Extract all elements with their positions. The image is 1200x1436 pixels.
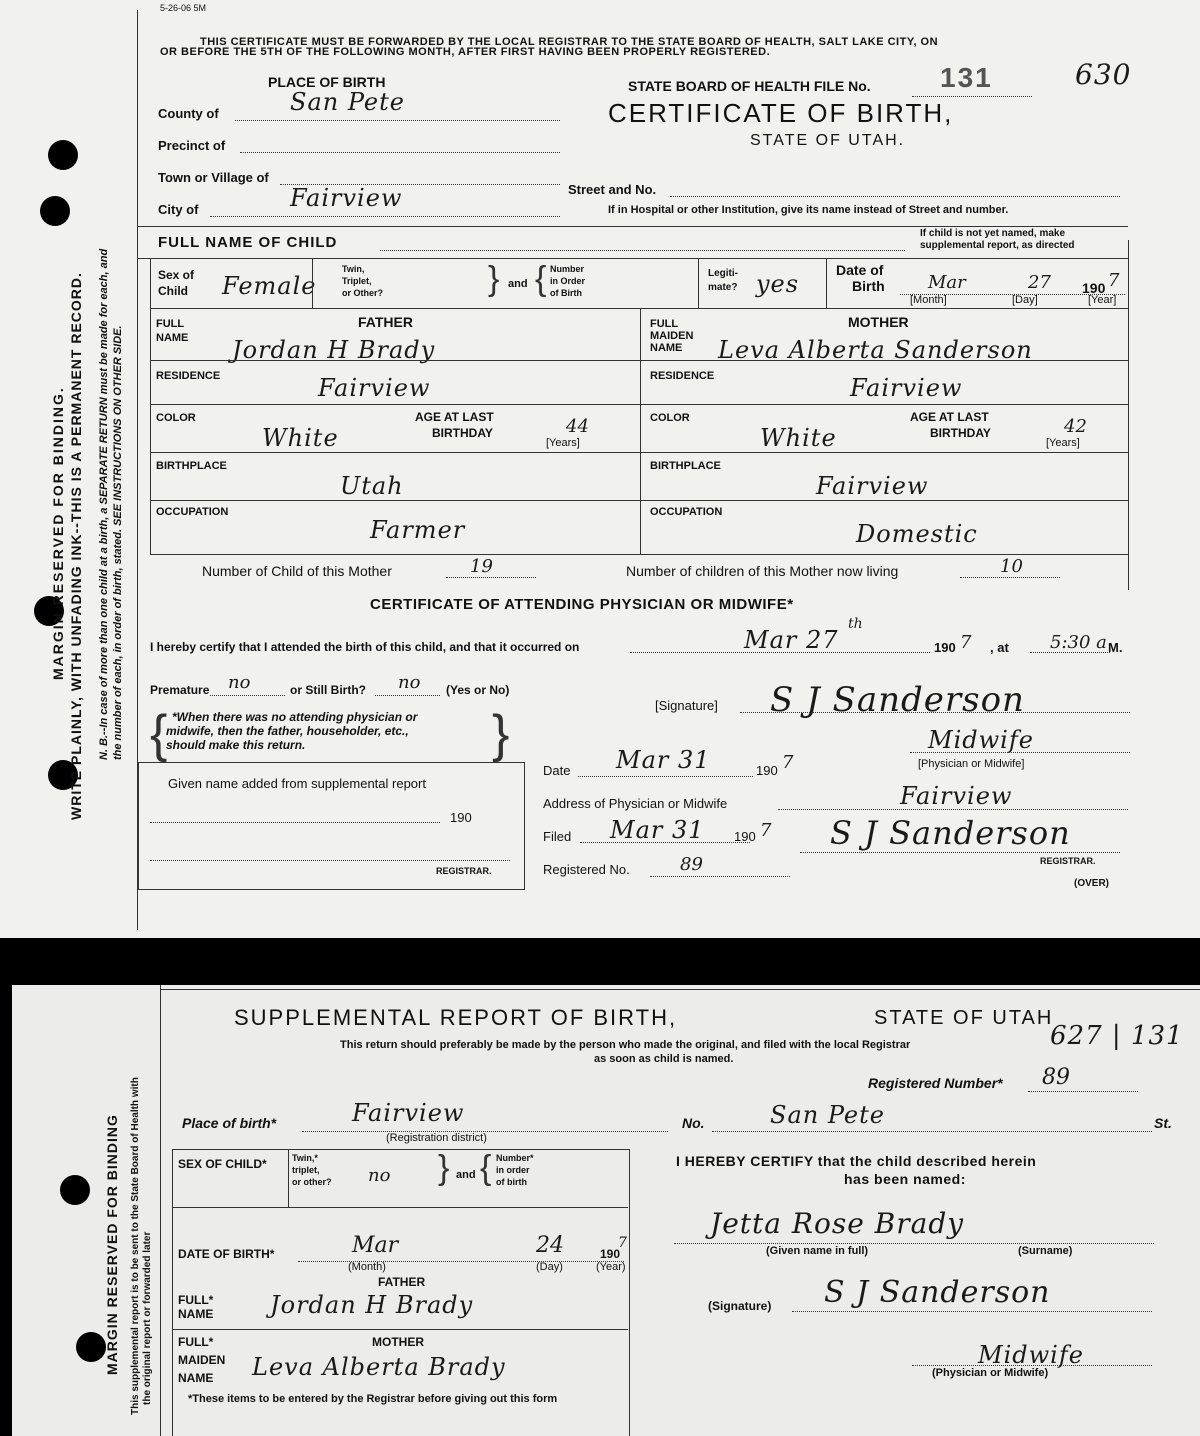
county-value: San Pete	[290, 88, 405, 116]
registered-value: 89	[680, 854, 703, 875]
occurred-time: 5:30 a	[1050, 632, 1107, 653]
occurred-year-hand: 7	[960, 632, 972, 653]
supplemental-margin-note-2: the original report or forwarded later	[142, 1231, 153, 1405]
supplemental-mother-name-label: NAME	[178, 1371, 214, 1385]
supplemental-intro-1: This return should preferably be made by the person who made the original, and filed with the local Registrar	[340, 1039, 911, 1051]
time-suffix: M.	[1108, 640, 1123, 655]
city-value: Fairview	[290, 184, 403, 212]
supplemental-day-caption: (Day)	[536, 1261, 563, 1273]
mother-occupation-value: Domestic	[856, 520, 978, 548]
registered-label: Registered No.	[543, 862, 630, 877]
father-birthplace-value: Utah	[340, 472, 404, 500]
supplemental-no-value: San Pete	[770, 1101, 885, 1129]
city-label: City of	[158, 202, 199, 217]
supplemental-mother-maiden-label: MAIDEN	[178, 1353, 226, 1367]
supplemental-num-3: of birth	[496, 1177, 527, 1187]
twin-label-1: Twin,	[342, 264, 365, 274]
supplemental-physician-caption: (Physician or Midwife)	[932, 1367, 1049, 1379]
mother-birthplace-value: Fairview	[816, 472, 929, 500]
over-label: (OVER)	[1074, 878, 1109, 889]
father-name-label: NAME	[156, 332, 189, 344]
supplemental-twin-1: Twin,*	[292, 1153, 318, 1163]
date-value: Mar 31	[616, 746, 711, 774]
supplemental-mother-full-label: FULL*	[178, 1335, 214, 1349]
supplemental-footnote: *These items to be entered by the Registrar before giving out this form	[188, 1393, 558, 1405]
mother-maiden-label: MAIDEN	[650, 330, 694, 342]
legitimate-label-2: mate?	[708, 282, 738, 293]
date-year-prefix: 190	[756, 763, 778, 778]
sex-label-2: Child	[158, 284, 188, 298]
certificate-subtitle: STATE OF UTAH.	[750, 132, 906, 149]
supplemental-title-state: STATE OF UTAH	[874, 1007, 1054, 1029]
supplemental-signature-label: (Signature)	[708, 1299, 772, 1313]
supplemental-intro-2: as soon as child is named.	[594, 1053, 734, 1065]
yes-no-label: (Yes or No)	[446, 683, 510, 697]
mother-birthplace-label: BIRTHPLACE	[650, 460, 721, 472]
note-line-1: *When there was no attending physician or	[172, 710, 418, 724]
supplemental-twin-value: no	[368, 1165, 391, 1186]
birth-certificate-sheet: MARGIN RESERVED FOR BINDING. WRITE PLAINLY, WITH UNFADING INK--THIS IS A PERMANENT RECORD. N. B.--In case of more than one child at a birth, a SEPARATE RETURN must be made for each, and the number of each, in order of birth, stated. SEE INSTRUCTIONS ON OTHER SIDE. 5-26-06 5M THIS CERTIFICATE MUST BE FORWARDED BY THE LOCAL REGISTRAR TO THE STATE BOARD OF HEALTH, SALT LAKE CITY, ON OR BEFORE THE 5TH OF THE FOLLOWING MONTH, AFTER FIRST HAVING BEEN PROPERLY REGISTERED. PLACE OF BIRTH STATE BOARD OF HEALTH FILE No. 131 630 CERTIFICATE OF BIRTH, STATE OF UTAH. County of San Pete Precinct of Town or Village of City of Fairview Street and No. If in Hospital or other Institution, give its name instead of Street and number. FULL NAME OF CHILD If child is not yet named, make supplemental report, as directed Sex of Child Female Twin, Triplet, or Other? } and { Number in Order of Birth Legiti- mate? yes Date of Birth Mar 27 190 7 [Month] [Day] [Year] FULL NAME FATHER Jordan H Brady FULL MAIDEN NAME MOTHER Leva Alberta Sanderson RESIDENCE Fairview RESIDENCE Fairview COLOR White AGE AT LAST BIRTHDAY 44 [Years] COLOR White AGE AT LAST BIRTHDAY 42 [Years] BIRTHPLACE Utah BIRTHPLACE Fairview OCCUPATION Farmer OCCUPATION Domestic Number of Child of this Mother 19 Number of children of this Mother now living 10 CERTIFICATE OF ATTENDING PHYSICIAN OR MIDWIFE* I hereby certify that I attended the birth of this child, and that it occurred on Mar 27 th 190 7 , at 5:30 a M. Premature no or Still Birth? no (Yes or No) { *When there was no attending physician or midwife, then the father, householder, etc., should make this return. } [Signature] S J Sanderson Midwife [Physician or Midwife] Given name added from supplemental report 190 REGISTRAR. Date Mar 31 190 7 Address of Physician or Midwife Fairview Filed Mar 31 190 7 S J Sanderson REGISTRAR. Registered No. 89 (OVER)	[0, 0, 1200, 938]
supplemental-dob-day: 24	[536, 1233, 564, 1258]
father-occupation-label: OCCUPATION	[156, 506, 229, 518]
given-name-year: 190	[450, 810, 472, 825]
signer-title: Midwife	[928, 726, 1034, 754]
mother-age-label-2: BIRTHDAY	[930, 426, 991, 440]
father-color-value: White	[262, 424, 339, 452]
sex-value: Female	[222, 272, 317, 300]
month-caption: [Month]	[910, 294, 947, 306]
supplemental-and-label: and	[456, 1169, 476, 1181]
filed-year-prefix: 190	[734, 829, 756, 844]
child-number-value: 19	[470, 556, 493, 577]
birth-month: Mar	[928, 272, 966, 293]
mother-years-caption: [Years]	[1046, 437, 1080, 449]
margin-binding-text: MARGIN RESERVED FOR BINDING.	[50, 386, 66, 680]
supplemental-num-1: Number*	[496, 1153, 534, 1163]
occurred-th: th	[848, 616, 863, 632]
reg-district-caption: (Registration district)	[386, 1132, 487, 1144]
binding-hole	[60, 1175, 90, 1205]
legitimate-label-1: Legiti-	[708, 268, 738, 279]
supplemental-father-heading: FATHER	[378, 1275, 426, 1289]
living-label: Number of children of this Mother now living	[626, 563, 899, 579]
address-label: Address of Physician or Midwife	[543, 796, 728, 811]
supplemental-signer-title: Midwife	[978, 1341, 1084, 1369]
file-no-stamp: 131	[940, 62, 993, 93]
filed-value: Mar 31	[610, 816, 705, 844]
occurred-date: Mar 27	[744, 626, 839, 654]
note-line-3: should make this return.	[166, 738, 306, 752]
supplemental-corner-note: 627 | 131	[1050, 1021, 1184, 1051]
filed-year-hand: 7	[760, 820, 772, 841]
mother-color-value: White	[760, 424, 837, 452]
supplemental-mother-name: Leva Alberta Brady	[252, 1353, 506, 1381]
sex-label-1: Sex of	[158, 268, 195, 282]
father-name-value: Jordan H Brady	[232, 336, 436, 364]
order-label-2: in Order	[550, 276, 586, 286]
supplemental-surname-caption: (Surname)	[1018, 1245, 1073, 1257]
premature-label: Premature	[150, 683, 210, 697]
father-occupation-value: Farmer	[370, 516, 466, 544]
header-notice-line-2: OR BEFORE THE 5TH OF THE FOLLOWING MONTH, AFTER FIRST HAVING BEEN PROPERLY REGISTERED.	[160, 46, 771, 58]
supplemental-margin-text: MARGIN RESERVED FOR BINDING	[104, 1114, 120, 1375]
and-label: and	[508, 278, 528, 290]
certificate-title: CERTIFICATE OF BIRTH,	[608, 98, 954, 128]
supplemental-certify-1: I HEREBY CERTIFY that the child described herein	[676, 1153, 1037, 1169]
hospital-note: If in Hospital or other Institution, give its name instead of Street and number.	[608, 204, 1009, 216]
supplemental-month-caption: (Month)	[348, 1261, 386, 1273]
town-label: Town or Village of	[158, 170, 269, 185]
registrar-signature: S J Sanderson	[830, 814, 1071, 852]
supplemental-place-value: Fairview	[352, 1099, 465, 1127]
supplemental-dob-year-hand: 7	[618, 1235, 627, 1251]
premature-value: no	[228, 672, 251, 693]
mother-occupation-label: OCCUPATION	[650, 506, 723, 518]
binding-hole	[48, 140, 78, 170]
order-label-3: of Birth	[550, 288, 582, 298]
birth-label: Birth	[852, 278, 885, 294]
order-label-1: Number	[550, 264, 585, 274]
at-label: , at	[990, 640, 1009, 655]
place-of-birth-heading: PLACE OF BIRTH	[268, 74, 386, 90]
day-caption: [Day]	[1012, 294, 1038, 306]
supplemental-dob-month: Mar	[352, 1233, 399, 1258]
supplemental-year-caption: (Year)	[596, 1261, 626, 1273]
date-label: Date	[543, 763, 571, 778]
father-heading: FATHER	[358, 314, 413, 330]
signature-label: [Signature]	[655, 698, 718, 713]
not-named-note-1: If child is not yet named, make	[920, 228, 1066, 239]
supplemental-father-full-label: FULL*	[178, 1293, 214, 1307]
note-line-2: midwife, then the father, householder, etc.,	[166, 724, 409, 738]
still-birth-label: or Still Birth?	[290, 683, 366, 697]
street-label: Street and No.	[568, 182, 657, 197]
supplemental-dob-year-prefix: 190	[600, 1247, 621, 1261]
mother-heading: MOTHER	[848, 314, 909, 330]
given-name-label: Given name added from supplemental report	[168, 776, 426, 791]
father-residence-value: Fairview	[318, 374, 431, 402]
supplemental-no-label: No.	[682, 1115, 705, 1131]
given-name-registrar-caption: REGISTRAR.	[436, 866, 492, 876]
father-birthplace-label: BIRTHPLACE	[156, 460, 227, 472]
supplemental-margin-note-1: This supplemental report is to be sent to the State Board of Health with	[130, 1077, 141, 1415]
legitimate-value: yes	[756, 270, 800, 298]
supplemental-num-2: in order	[496, 1165, 530, 1175]
supplemental-registered-value: 89	[1042, 1065, 1070, 1090]
supplemental-registered-label: Registered Number*	[868, 1075, 1003, 1091]
father-years-caption: [Years]	[546, 437, 580, 449]
header-notice-line-1: THIS CERTIFICATE MUST BE FORWARDED BY THE LOCAL REGISTRAR TO THE STATE BOARD OF HEALTH, SALT LAKE CITY, ON	[200, 36, 939, 48]
twin-label-3: or Other?	[342, 288, 384, 298]
physician-caption: [Physician or Midwife]	[918, 758, 1025, 770]
margin-permanent-record-text: WRITE PLAINLY, WITH UNFADING INK--THIS IS A PERMANENT RECORD.	[68, 272, 84, 820]
supplemental-mother-heading: MOTHER	[372, 1335, 424, 1349]
address-value: Fairview	[900, 782, 1013, 810]
supplemental-twin-2: triplet,	[292, 1165, 320, 1175]
still-birth-value: no	[398, 672, 421, 693]
mother-name-value: Leva Alberta Sanderson	[718, 336, 1033, 364]
supplemental-given-caption: (Given name in full)	[766, 1245, 869, 1257]
supplemental-father-name-label: NAME	[178, 1307, 214, 1321]
county-label: County of	[158, 106, 219, 121]
birth-year-hand: 7	[1108, 270, 1120, 291]
father-residence-label: RESIDENCE	[156, 370, 221, 382]
living-value: 10	[1000, 556, 1023, 577]
father-full-label: FULL	[156, 318, 185, 330]
supplemental-dob-label: DATE OF BIRTH*	[178, 1247, 275, 1261]
mother-residence-label: RESIDENCE	[650, 370, 715, 382]
father-color-label: COLOR	[156, 412, 196, 424]
occurred-year-prefix: 190	[934, 640, 956, 655]
mother-age-value: 42	[1064, 416, 1087, 437]
mother-residence-value: Fairview	[850, 374, 963, 402]
margin-nb-text-2: the number of each, in order of birth, stated. SEE INSTRUCTIONS ON OTHER SIDE.	[112, 325, 124, 760]
date-year-hand: 7	[782, 752, 794, 773]
supplemental-report-sheet: MARGIN RESERVED FOR BINDING This supplemental report is to be sent to the State Board of Health with the original report or forwarded later SUPPLEMENTAL REPORT OF BIRTH, STATE OF UTAH This return should preferably be made by the person who made the original, and filed with the local Registrar as soon as child is named. 627 | 131 Registered Number* 89 Place of birth* Fairview (Registration district) No. San Pete St. SEX OF CHILD* Twin,* triplet, or other? no } and { Number* in order of birth DATE OF BIRTH* Mar 24 190 7 (Month) (Day) (Year) FATHER FULL* NAME Jordan H Brady MOTHER FULL* MAIDEN NAME Leva Alberta Brady *These items to be entered by the Registrar before giving out this form I HEREBY CERTIFY that the child described herein has been named: Jetta Rose Brady (Given name in full) (Surname) (Signature) S J Sanderson Midwife (Physician or Midwife)	[12, 985, 1200, 1436]
precinct-label: Precinct of	[158, 138, 226, 153]
registrar-caption: REGISTRAR.	[1040, 856, 1096, 866]
binding-hole	[40, 196, 70, 226]
twin-label-2: Triplet,	[342, 276, 372, 286]
supplemental-sex-label: SEX OF CHILD*	[178, 1157, 267, 1171]
full-name-label: FULL NAME OF CHILD	[158, 234, 338, 251]
supplemental-signature-value: S J Sanderson	[824, 1275, 1051, 1310]
father-age-value: 44	[566, 416, 589, 437]
birth-year-prefix: 190	[1082, 280, 1106, 296]
mother-color-label: COLOR	[650, 412, 690, 424]
supplemental-place-label: Place of birth*	[182, 1115, 277, 1131]
margin-nb-text-1: N. B.--In case of more than one child at a birth, a SEPARATE RETURN must be made for each, and	[98, 248, 110, 760]
not-named-note-2: supplemental report, as directed	[920, 240, 1075, 251]
birth-day: 27	[1028, 272, 1051, 293]
form-code: 5-26-06 5M	[160, 3, 207, 13]
child-number-label: Number of Child of this Mother	[202, 563, 392, 579]
supplemental-st-label: St.	[1154, 1115, 1172, 1131]
date-of-label: Date of	[836, 262, 884, 278]
supplemental-child-name: Jetta Rose Brady	[710, 1207, 965, 1240]
supplemental-twin-3: or other?	[292, 1177, 332, 1187]
year-caption: [Year]	[1088, 294, 1117, 306]
father-age-label-2: BIRTHDAY	[432, 426, 493, 440]
filed-label: Filed	[543, 829, 572, 844]
binding-hole	[76, 1332, 106, 1362]
supplemental-certify-2: has been named:	[844, 1171, 966, 1187]
mother-full-label: FULL	[650, 318, 679, 330]
mother-age-label-1: AGE AT LAST	[910, 410, 989, 424]
file-no-label: STATE BOARD OF HEALTH FILE No.	[628, 78, 871, 94]
mother-name-label: NAME	[650, 342, 683, 354]
certify-text: I hereby certify that I attended the birth of this child, and that it occurred on	[150, 640, 580, 654]
physician-heading: CERTIFICATE OF ATTENDING PHYSICIAN OR MIDWIFE*	[370, 596, 794, 613]
form-right-border	[1128, 240, 1129, 590]
signature-value: S J Sanderson	[770, 680, 1025, 720]
father-age-label-1: AGE AT LAST	[415, 410, 494, 424]
file-no-handwritten: 630	[1075, 58, 1132, 91]
supplemental-title: SUPPLEMENTAL REPORT OF BIRTH,	[234, 1005, 678, 1030]
supplemental-father-name: Jordan H Brady	[270, 1291, 474, 1319]
